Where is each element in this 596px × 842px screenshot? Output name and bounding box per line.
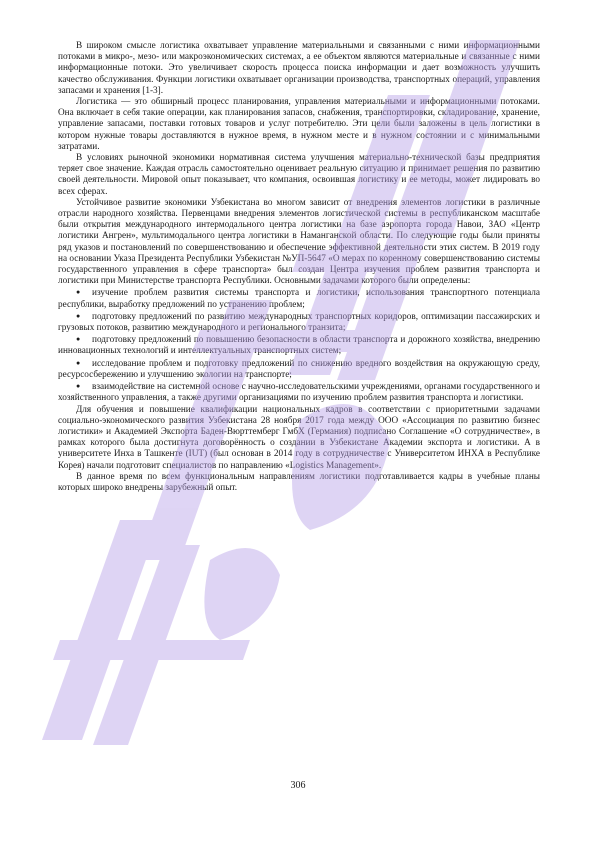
bullet-icon: ● <box>76 358 81 367</box>
paragraph-personnel-training: Для обучения и повышение квалификации национальных кадров в соответствии с приоритетными задачами социально-экономического развития Узбекистана 28 ноября 2017 года между ООО «Ассоциация по развитию бизнес логистики» и Академией Экспорта Баден-Вюрттемберг ГмбХ (Германия) подписано Соглашение «О сотрудничестве», в рамках которого была достигнута договорённость о создании в Узбекистане Академии экспорта и логистики. А в университете Инха в Ташкенте (IUT) (был основан в 2014 году в сотрудничестве с Университетом ИНХА в Республике Корея) начали подготовит специалистов по направлению «Logistics Management». <box>58 404 540 471</box>
list-item-text: изучение проблем развития системы транспорта и логистики, использования транспортного потенциала республики, выработку предложений по устранению проблем; <box>58 288 540 310</box>
body-text <box>58 41 540 494</box>
paragraph-logistics-definition: Логистика — это обширный процесс планирования, управления материальными и информационными потоками. Она включает в себя такие операции, как планирования запасов, снабжения, транспортировки, складирование, хранение, управление запасами, поставки готовых товаров и услуг потребителю. Эти цели были заложены в цель логистики в котором нужные товары доставляются в нужное время, в нужном месте и в нужном состоянии и с минимальными затратами. <box>58 97 540 152</box>
list-item <box>58 287 540 310</box>
bullet-icon: ● <box>76 335 81 344</box>
list-item <box>58 311 540 334</box>
list-item-text: взаимодействие на системной основе с научно-исследовательскими учреждениями, органами государственного и хозяйственного управления, а также другими организациями по изучению проблем развития транспорта и логистики. <box>58 382 540 404</box>
list-item-text: исследование проблем и подготовку предложений по снижению вредного воздействия на окружающую среду, ресурсосбережению и улучшению экологии на транспорте; <box>58 358 540 380</box>
list-item <box>58 381 540 404</box>
list-item <box>58 334 540 357</box>
paragraph-current-training: В данное время по всем функциональным направлениям логистики подготавливается кадры в учебные планы которых широко внедрены зарубежный опыт. <box>58 471 540 493</box>
list-item-text: подготовку предложений по повышению безопасности в области транспорта и дорожного хозяйства, внедрению инновационных технологий и интеллектуальных транспортных систем; <box>58 335 540 357</box>
page-number: 306 <box>290 780 306 791</box>
task-bullet-list <box>58 287 540 404</box>
list-item <box>58 358 540 381</box>
bullet-icon: ● <box>76 382 81 391</box>
paragraph-market-economy: В условиях рыночной экономики нормативная система улучшения материально-технической базы предприятия теряет свое значение. Каждая отрасль самостоятельно оценивает реальную ситуацию и принимает решения по развитию своей деятельности. Мировой опыт показывает, что компания, освоившая логистику и ее методы, может лидировать во всех сферах. <box>58 153 540 197</box>
paragraph-logistics-broad-sense: В широком смысле логистика охватывает управление материальными и связанными с ними информационными потоками в микро-, мезо- или макроэкономических системах, а ее объектом являются материальные и связанные с ними информационные потоки. Это увеличивает скорость процесса поиска информации и дает возможность улучшить качество обслуживания. Функции логистики охватывает организации производства, транспортных операций, управления запасами и хранения [1-3]. <box>58 41 540 96</box>
bullet-icon: ● <box>76 288 81 297</box>
bullet-icon: ● <box>76 311 81 320</box>
list-item-text: подготовку предложений по развитию международных транспортных коридоров, оптимизации пассажирских и грузовых потоков, развитию международного и регионального транзита; <box>58 311 540 334</box>
paragraph-uzbekistan-development: Устойчивое развитие экономики Узбекистана во многом зависит от внедрения элементов логистики в различные отрасли народного хозяйства. Первенцами внедрения элементов логистической системы в республиканском масштабе были открытия международного интермодального центра логистики на базе аэропорта города Навои, ЗАО «Центр логистики Ангрен», мультимодального центра логистики в Наманганской области. По следующие годы были приняты ряд указов и постановлений по совершенствованию и обеспечение эффективной деятельности этих систем. В 2019 году на основании Указа Президента Республики Узбекистан №УП-5647 «О мерах по коренному совершенствованию системы государственного управления в сфере транспорта» был создан Центра изучения проблем развития транспорта и логистики при Министерстве транспорта Республики. Основными задачами которого были определены: <box>58 197 540 287</box>
